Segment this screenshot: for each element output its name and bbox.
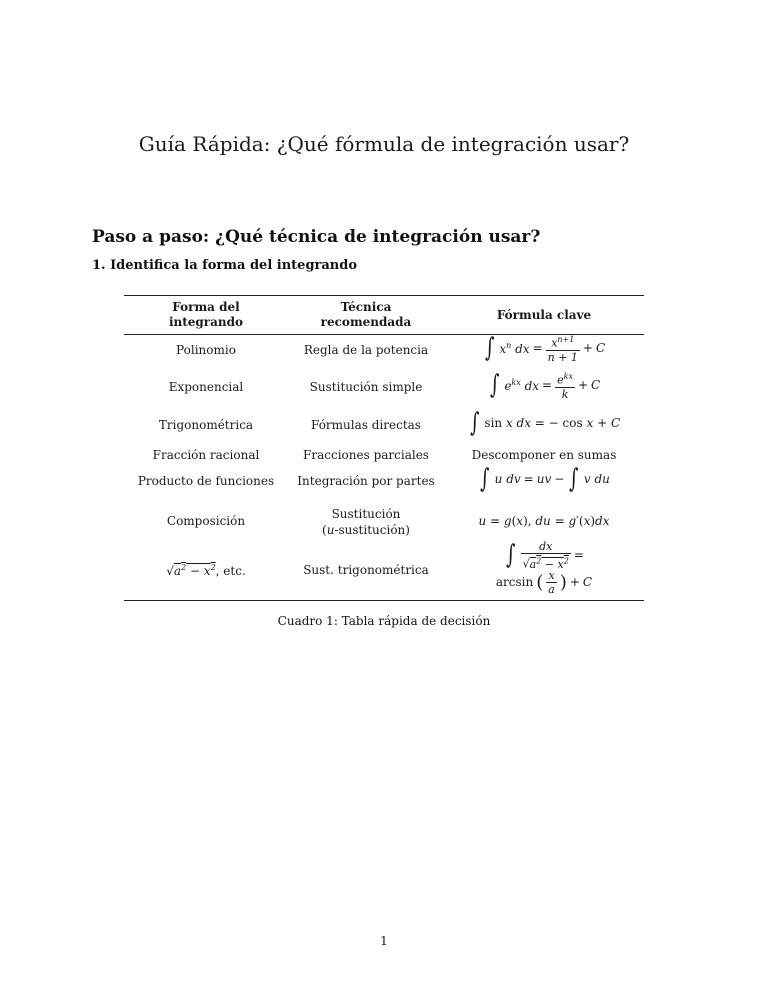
exponential-formula: ∫ $e^{kx}$ dx = $\frac{e^{kx}}{k}$ + C — [489, 370, 601, 401]
row-5-form: Producto de funciones — [137, 474, 275, 488]
row-1-technique: Regla de la potencia — [303, 343, 429, 357]
row-6-technique — [288, 506, 444, 538]
row-1-form: Polinomio — [176, 343, 236, 357]
row-7-technique: Sust. trigonométrica — [303, 563, 429, 577]
document-title: Guía Rápida: ¿Qué fórmula de integración usar? — [138, 132, 630, 156]
row-3-form: Trigonométrica — [158, 418, 254, 432]
row-3-technique: Fórmulas directas — [311, 418, 421, 432]
row-6-form: Composición — [166, 514, 246, 528]
trig-sub-formula-line-2: arcsin ( $\frac{x}{a}$ ) + C — [495, 568, 593, 596]
row-6-formula: u = g(x), du = g′(x)dx — [478, 514, 610, 528]
row-3-formula — [444, 410, 644, 436]
header-formula: Fórmula clave — [496, 308, 592, 322]
row-6-technique-line-2: (u-sustitución) — [322, 523, 410, 537]
section-heading: Paso a paso: ¿Qué técnica de integración usar? — [92, 227, 541, 247]
row-2-formula — [444, 370, 644, 401]
table-caption: Cuadro 1: Tabla rápida de decisión — [277, 614, 491, 628]
row-5-formula — [444, 466, 644, 492]
power-rule-formula: ∫ $x^n$ dx = $\frac{x^{n+1}}{n + 1}$ + C — [484, 333, 606, 364]
table-top-rule — [124, 295, 644, 296]
header-technique — [288, 300, 444, 330]
row-4-technique: Fracciones parciales — [303, 448, 429, 462]
row-4-formula: Descomponer en sumas — [471, 448, 617, 462]
row-7-formula — [444, 540, 644, 596]
row-7-form: $√a^2 - x^2$, etc. — [166, 563, 246, 578]
row-1-formula — [444, 333, 644, 364]
page-number: 1 — [380, 934, 388, 948]
subsection-heading: 1. Identifica la forma del integrando — [92, 258, 358, 273]
row-2-technique: Sustitución simple — [309, 380, 423, 394]
row-6-technique-line-1: Sustitución — [331, 507, 401, 521]
header-form — [124, 300, 288, 330]
row-4-form: Fracción racional — [152, 448, 260, 462]
parts-formula: ∫ u dv = uv − ∫ v du — [480, 464, 610, 494]
row-5-technique: Integración por partes — [297, 474, 435, 488]
row-2-form: Exponencial — [168, 380, 244, 394]
sine-formula: ∫ sin x dx = − cos x + C — [469, 408, 621, 438]
header-technique-label: Técnica recomendada — [320, 300, 412, 329]
trig-sub-formula-line-1: ∫ $\frac{dx}{√a^2 - x^2}$ = — [506, 540, 584, 571]
table-bottom-rule — [124, 600, 644, 601]
header-form-label: Forma del integrando — [168, 300, 244, 329]
